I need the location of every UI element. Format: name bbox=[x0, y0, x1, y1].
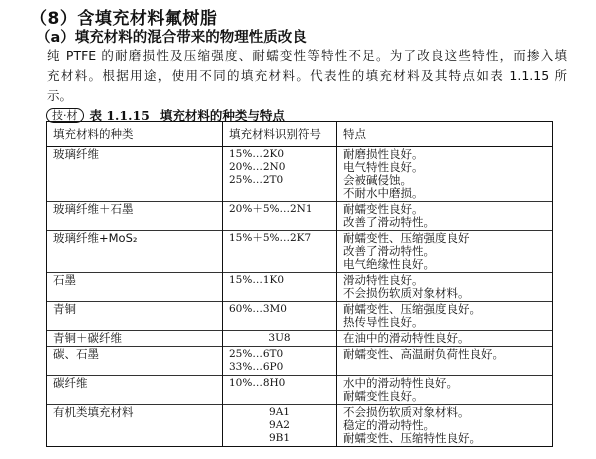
table-row bbox=[47, 347, 553, 376]
features-cell bbox=[337, 347, 553, 376]
filler-type-cell: 碳、石墨 bbox=[47, 347, 223, 376]
filler-code: 10%…8H0 bbox=[229, 377, 286, 389]
features-cell bbox=[337, 405, 553, 447]
feature-text: 不会损伤软质对象材料。 bbox=[343, 405, 470, 419]
table-row bbox=[47, 273, 553, 302]
feature-text: 稳定的滑动特性。 bbox=[343, 418, 435, 432]
paragraph-line: 纯 PTFE 的耐磨损性及压缩强度、耐蠕变性等特性不足。为了改良这些特性，而掺入填 bbox=[47, 48, 567, 63]
feature-text: 水中的滑动特性良好。 bbox=[343, 376, 458, 390]
table-row bbox=[47, 231, 553, 273]
feature-text: 会被碱侵蚀。 bbox=[343, 173, 412, 187]
filler-type-cell: 青铜＋碳纤维 bbox=[47, 331, 223, 347]
filler-code: 20%…2N0 bbox=[229, 161, 286, 173]
table-row bbox=[47, 202, 553, 231]
filler-type-cell: 玻璃纤维 bbox=[47, 147, 223, 202]
table-header-row bbox=[47, 122, 553, 147]
filler-code-cell bbox=[223, 331, 337, 347]
table-body bbox=[47, 147, 553, 447]
body-paragraph bbox=[47, 46, 567, 106]
feature-text: 不会损伤软质对象材料。 bbox=[343, 286, 470, 300]
feature-text: 改善了滑动特性。 bbox=[343, 244, 435, 258]
feature-text: 在油中的滑动特性良好。 bbox=[343, 331, 470, 345]
subsection-heading: （a）填充材料的混合带来的物理性质改良 bbox=[36, 30, 307, 46]
features-cell bbox=[337, 231, 553, 273]
feature-text: 改善了滑动特性。 bbox=[343, 215, 435, 229]
filler-code-cell bbox=[223, 202, 337, 231]
feature-text: 耐磨损性良好。 bbox=[343, 147, 424, 161]
feature-text: 热传导性良好。 bbox=[343, 315, 424, 329]
filler-type-cell: 石墨 bbox=[47, 273, 223, 302]
feature-text: 耐蠕变性、高温耐负荷性良好。 bbox=[343, 347, 504, 361]
filler-code: 15%＋5%…2K7 bbox=[229, 232, 312, 244]
filler-code: 15%…1K0 bbox=[229, 274, 285, 286]
feature-text: 耐蠕变性、压缩强度良好 bbox=[343, 231, 470, 245]
filler-code: 9A1 bbox=[269, 406, 290, 418]
column-header: 填充材料识别符号 bbox=[223, 122, 337, 147]
column-header: 特点 bbox=[337, 122, 553, 147]
filler-code: 60%…3M0 bbox=[229, 303, 287, 315]
filler-code: 25%…2T0 bbox=[229, 174, 284, 186]
filler-code: 33%…6P0 bbox=[229, 361, 284, 373]
filler-type-cell: 青铜 bbox=[47, 302, 223, 331]
filler-code-cell bbox=[223, 273, 337, 302]
features-cell bbox=[337, 202, 553, 231]
filler-table-wrapper bbox=[46, 121, 552, 457]
filler-code: 15%…2K0 bbox=[229, 148, 285, 160]
features-cell bbox=[337, 147, 553, 202]
filler-code: 20%＋5%…2N1 bbox=[229, 203, 313, 215]
feature-text: 耐蠕变性良好。 bbox=[343, 389, 424, 403]
table-number: 表 1.1.15 bbox=[89, 108, 150, 123]
paragraph-line: 充材料。根据用途，使用不同的填充材料。代表性的填充材料及其特点如表 1.1.15 所 bbox=[47, 68, 567, 83]
feature-text: 电气特性良好。 bbox=[343, 160, 424, 174]
filler-code-cell bbox=[223, 231, 337, 273]
features-cell bbox=[337, 331, 553, 347]
features-cell bbox=[337, 273, 553, 302]
feature-text: 耐蠕变性良好。 bbox=[343, 202, 424, 216]
table-row bbox=[47, 376, 553, 405]
filler-code-cell bbox=[223, 302, 337, 331]
category-tag: 技·材 bbox=[46, 108, 84, 123]
filler-code-cell bbox=[223, 405, 337, 447]
filler-code-cell bbox=[223, 347, 337, 376]
filler-type-cell: 碳纤维 bbox=[47, 376, 223, 405]
feature-text: 电气绝缘性良好。 bbox=[343, 257, 435, 271]
feature-text: 不耐水中磨损。 bbox=[343, 186, 424, 200]
feature-text: 耐蠕变性、压缩强度良好。 bbox=[343, 302, 481, 316]
table-row bbox=[47, 405, 553, 447]
paragraph-line: 示。 bbox=[47, 88, 73, 103]
filler-code: 3U8 bbox=[268, 332, 291, 344]
filler-code-cell bbox=[223, 376, 337, 405]
table-title: 填充材料的种类与特点 bbox=[159, 108, 285, 123]
feature-text: 耐蠕变性、压缩特性良好。 bbox=[343, 431, 481, 445]
filler-type-cell: 玻璃纤维＋石墨 bbox=[47, 202, 223, 231]
features-cell bbox=[337, 302, 553, 331]
filler-type-cell: 玻璃纤维+MoS₂ bbox=[47, 231, 223, 273]
section-heading: （8）含填充材料氟树脂 bbox=[30, 9, 218, 29]
table-row bbox=[47, 302, 553, 331]
feature-text: 滑动特性良好。 bbox=[343, 273, 424, 287]
filler-type-cell: 有机类填充材料 bbox=[47, 405, 223, 447]
filler-table bbox=[46, 121, 553, 447]
table-row bbox=[47, 147, 553, 202]
column-header: 填充材料的种类 bbox=[47, 122, 223, 147]
filler-code-cell bbox=[223, 147, 337, 202]
filler-code: 9A2 bbox=[269, 419, 290, 431]
features-cell bbox=[337, 376, 553, 405]
filler-code: 25%…6T0 bbox=[229, 348, 284, 360]
filler-code: 9B1 bbox=[268, 432, 291, 444]
table-row bbox=[47, 331, 553, 347]
